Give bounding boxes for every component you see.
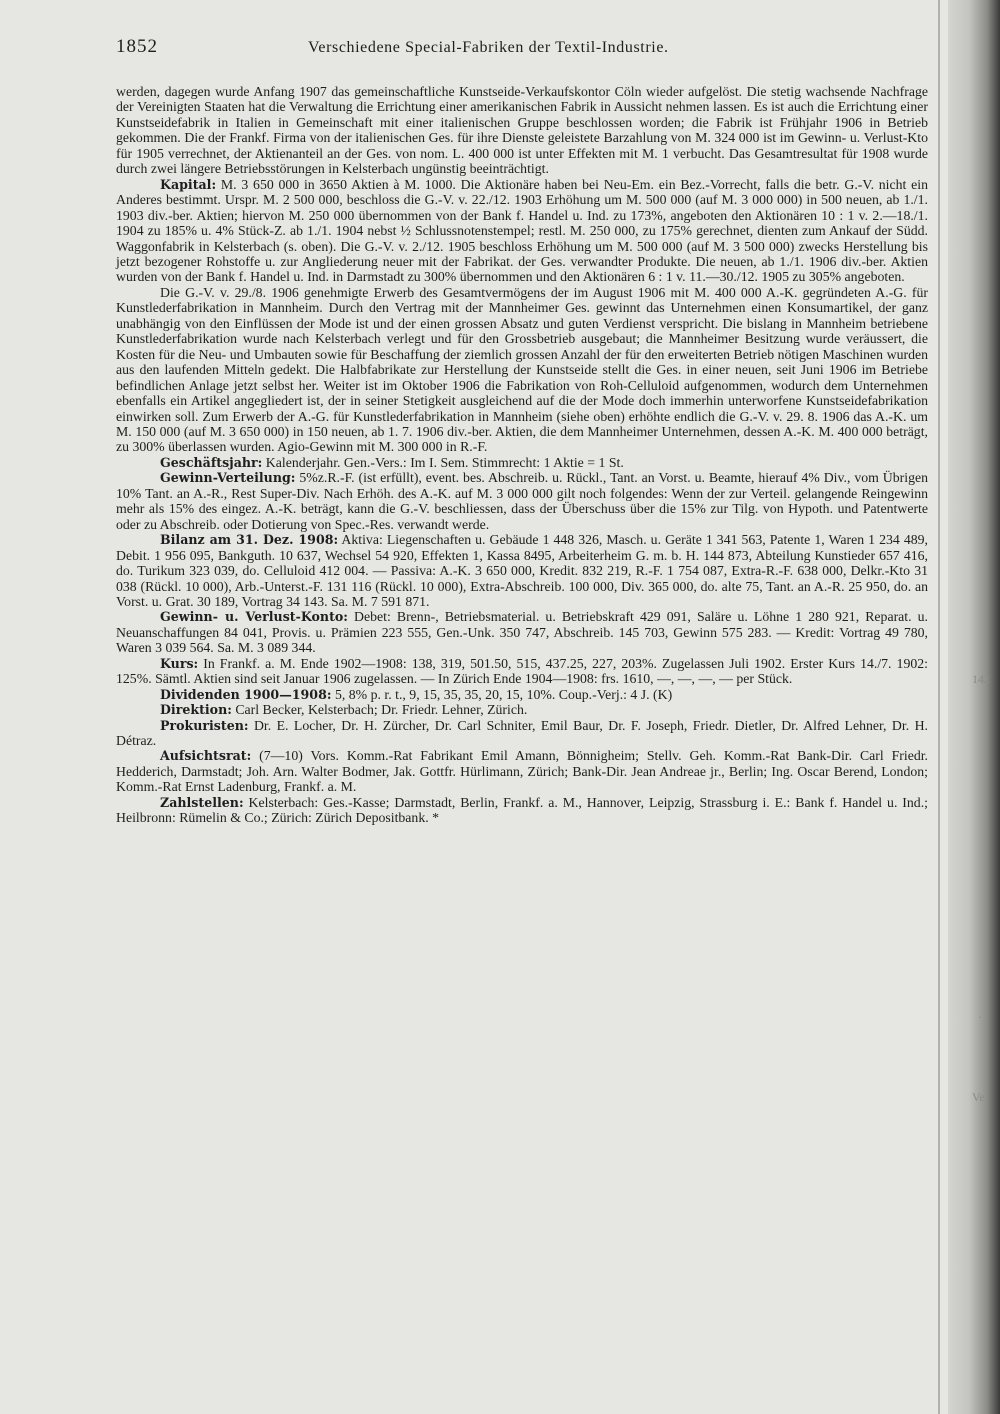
paragraph-text: Kalenderjahr. Gen.-Vers.: Im I. Sem. Stimmrecht: 1 Aktie = 1 St. bbox=[265, 454, 624, 470]
paragraph-text: 5%z.R.-F. (ist erfüllt), event. bes. Abschreib. u. Rückl., Tant. an Vorst. u. Beamte, hierauf 4% Div., vom Übrigen 10% Tant. an A.-R., Rest Super-Div. Nach Erhöh. des A.-K. auf M. 3 000 000 gilt noch folgendes: Wenn der zur Verteil. gelangende Reingewinn mehr als 15% des eingez. A.-K. beträgt, kann die G.-V. beschliessen, dass der Überschuss über die 15% zur Tilg. von Hypoth. und Patentwerte oder zu Abschreib. oder Dotierung von Spec.-Res. verwandt werde. bbox=[116, 470, 928, 532]
paragraph-text: In Frankf. a. M. Ende 1902—1908: 138, 319, 501.50, 515, 437.25, 227, 203%. Zugelassen Juli 1902. Erster Kurs 14./7. 1902: 125%. Sämtl. Aktien sind seit Januar 1906 zugelassen. — In Zürich Ende 1904—1908: frs. 1610, —, —, —, — per Stück. bbox=[116, 655, 928, 687]
page-edge-shadow bbox=[948, 0, 1000, 1414]
paragraph-text: Aktiva: Liegenschaften u. Gebäude 1 448 326, Masch. u. Geräte 1 341 563, Patente 1, Waren 1 234 489, Debit. 1 956 095, Bankguth. 10 637, Wechsel 54 920, Effekten 1, Kassa 8495, Arbeiterheim G. m. b. H. 144 873, Abteilung Kunstieder 657 416, do. Turikum 323 039, do. Celluloid 412 004. — Passiva: A.-K. 3 650 000, Kredit. 832 219, R.-F. 1 754 087, Extra-R.-F. 638 000, Delkr.-Kto 31 038 (Rückl. 10 000), Arb.-Unterst.-F. 131 116 (Rückl. 10 000), Extra-Abschreib. 100 000, Div. 365 000, do. alte 75, Tant. an A.-R. 25 950, do. an Vorst. u. Grat. 30 189, Vortrag 34 143. Sa. M. 7 591 871. bbox=[116, 532, 928, 609]
binding-line bbox=[938, 0, 940, 1414]
page-number: 1852 bbox=[116, 36, 158, 57]
paragraph bbox=[116, 702, 928, 717]
margin-mark: · bbox=[978, 1010, 982, 1024]
running-title: Verschiedene Special-Fabriken der Textil-Industrie. bbox=[308, 39, 669, 56]
paragraph bbox=[116, 748, 928, 794]
section-label: Direktion: bbox=[160, 702, 232, 718]
paragraph-text: M. 3 650 000 in 3650 Aktien à M. 1000. Die Aktionäre haben bei Neu-Em. ein Bez.-Vorrecht, falls die betr. G.-V. nicht ein Anderes bestimmt. Urspr. M. 2 500 000, beschloss die G.-V. v. 22./12. 1903 Erhöhung um M. 500 000 (auf M. 3 000 000) in 500 neuen, ab 1./1. 1903 div.-ber. Aktien; hiervon M. 250 000 übernommen von der Bank f. Handel u. Ind. zu 173%, angeboten den Aktionären 10 : 1 v. 2.—18./1. 1904 zu 185% u. 4% Stück-Z. ab 1./1. 1904 nebst ½ Schlussnotenstempel; restl. M. 250 000, zu 175% gerechnet, dienten zum Ankauf der Südd. Waggonfabrik in Kelsterbach (s. oben). Die G.-V. v. 2./12. 1905 beschloss Erhöhung um M. 500 000 (auf M. 3 500 000) zwecks Herstellung bis jetzt bezogener Rohstoffe u. zur Angliederung neuer mit der Fabrikat. der Ges. verwandter Produkte. Die neuen, ab 1./1. 1906 div.-ber. Aktien wurden von der Bank f. Handel u. Ind. in Darmstadt zu 300% übernommen und den Aktionären 6 : 1 v. 11.—30./12. 1905 zu 305% angeboten. bbox=[116, 176, 928, 285]
paragraph-text: (7—10) Vors. Komm.-Rat Fabrikant Emil Amann, Bönnigheim; Stellv. Geh. Komm.-Rat Bank-Dir. Carl Friedr. Hedderich, Darmstadt; Joh. Arn. Walter Bodmer, Jak. Gottfr. Hürlimann, Zürich; Bank-Dir. Jean Andreae jr., Berlin; Ing. Oscar Berend, London; Komm.-Rat Ernst Ladenburg, Frankf. a. M. bbox=[116, 748, 929, 795]
section-label: Geschäftsjahr: bbox=[160, 454, 263, 470]
page-header bbox=[116, 36, 936, 60]
paragraph bbox=[116, 656, 928, 687]
section-label: Bilanz am 31. Dez. 1908: bbox=[160, 532, 339, 548]
paragraph bbox=[116, 718, 928, 749]
paragraph bbox=[116, 532, 928, 609]
section-label: Aufsichtsrat: bbox=[160, 748, 252, 764]
section-label: Prokuristen: bbox=[160, 717, 249, 733]
paragraph-text: Kelsterbach: Ges.-Kasse; Darmstadt, Berlin, Frankf. a. M., Hannover, Leipzig, Strassburg i. E.: Bank f. Handel u. Ind.; Heilbronn: Rümelin & Co.; Zürich: Zürich Depositbank. * bbox=[116, 794, 928, 826]
section-label: Kapital: bbox=[160, 176, 217, 192]
paragraph-text: werden, dagegen wurde Anfang 1907 das gemeinschaftliche Kunstseide-Verkaufskontor Cöln wieder aufgelöst. Die stetig wachsende Nachfrage der Vereinigten Staaten hat die Verwaltung die Errichtung einer amerikanischen Fabrik in Aussicht nehmen lassen. Es ist auch die Errichtung einer Kunstseidefabrik in Italien in Gemeinschaft mit einer italienischen Gruppe beschlossen worden; die Fabrik ist Frühjahr 1906 in Betrieb gekommen. Die der Frankf. Firma von der italienischen Ges. für ihre Dienste geleistete Barzahlung von M. 324 000 ist im Gewinn- u. Verlust-Kto für 1905 verrechnet, der Aktienanteil an der Ges. von nom. L. 400 000 ist unter Effekten mit M. 1 verbucht. Das Gesamtresultat für 1908 wurde durch zwei längere Betriebsstörungen in Kelsterbach ungünstig beeinträchtigt. bbox=[116, 84, 928, 177]
paragraph bbox=[116, 687, 928, 702]
section-label: Zahlstellen: bbox=[160, 794, 244, 810]
paragraph bbox=[116, 795, 928, 826]
paragraph-text: 5, 8% p. r. t., 9, 15, 35, 35, 20, 15, 10%. Coup.-Verj.: 4 J. (K) bbox=[334, 686, 673, 702]
paragraph bbox=[116, 177, 928, 285]
paragraph bbox=[116, 455, 928, 470]
paragraph-text: Die G.-V. v. 29./8. 1906 genehmigte Erwerb des Gesamtvermögens der im August 1906 mit M. 400 000 A.-K. gegründeten A.-G. für Kunstlederfabrikation in Mannheim. Durch den Vertrag mit der Mannheimer Ges. gewinnt das Unternehmen einen Konsumartikel, der ganz unabhängig von den Einflüssen der Mode ist und der einen grossen Absatz und guten Verdienst verspricht. Die bislang in Mannheim betriebene Kunstlederfabrikation wurde nach Kelsterbach verlegt und für den Grossbetrieb ausgebaut; die Mannheimer Besitzung wurde veräussert, die Kosten für die Neu- und Umbauten sowie für Beschaffung der ziemlich grossen Anzahl der für den erweiterten Betrieb nötigen Maschinen wurden aus den laufenden Mitteln gedekt. Die Halbfabrikate zur Herstellung der Kunstseide stellt die Ges. in einer neuen, seit Juni 1906 im Betriebe befindlichen Anlage jetzt selbst her. Weiter ist im Oktober 1906 die Fabrikation von Roh-Celluloid aufgenommen, wodurch dem Unternehmen ebenfalls ein Artikel angegliedert ist, der in seiner Stetigkeit ausgleichend auf die der Mode doch immerhin unterworfene Kunstseidefabrikation einwirken soll. Zum Erwerb der A.-G. für Kunstlederfabrikation in Mannheim (siehe oben) erhöhte endlich die G.-V. v. 29. 8. 1906 das A.-K. um M. 150 000 (auf M. 3 650 000) in 150 neuen, ab 1. 7. 1906 div.-ber. Aktien, die dem Mannheimer Unternehmen, dessen A.-K. M. 400 000 beträgt, zu 300% überlassen wurden. Agio-Gewinn mit M. 300 000 in R.-F. bbox=[116, 284, 928, 455]
section-label: Gewinn-Verteilung: bbox=[160, 470, 296, 486]
paragraph bbox=[116, 285, 928, 455]
section-label: Dividenden 1900—1908: bbox=[160, 686, 332, 702]
body-text bbox=[116, 84, 928, 826]
paragraph-text: Debet: Brenn-, Betriebsmaterial. u. Betriebskraft 429 091, Saläre u. Löhne 1 280 921, Reparat. u. Neuanschaffungen 84 041, Provis. u. Prämien 223 555, Gen.-Unk. 350 747, Abschreib. 145 703, Gewinn 575 283. — Kredit: Vortrag 49 780, Waren 3 039 564. Sa. M. 3 089 344. bbox=[116, 609, 929, 656]
paragraph bbox=[116, 84, 928, 177]
paragraph bbox=[116, 470, 928, 532]
paragraph-text: Dr. E. Locher, Dr. H. Zürcher, Dr. Carl Schniter, Emil Baur, Dr. F. Joseph, Friedr. Dietler, Dr. Alfred Lehner, Dr. H. Détraz. bbox=[116, 717, 928, 749]
paragraph bbox=[116, 609, 928, 655]
section-label: Gewinn- u. Verlust-Konto: bbox=[160, 609, 348, 625]
margin-mark: 142 bbox=[972, 672, 990, 686]
paragraph-text: Carl Becker, Kelsterbach; Dr. Friedr. Lehner, Zürich. bbox=[235, 702, 528, 718]
margin-mark: Ve bbox=[972, 1090, 985, 1104]
section-label: Kurs: bbox=[160, 655, 199, 671]
